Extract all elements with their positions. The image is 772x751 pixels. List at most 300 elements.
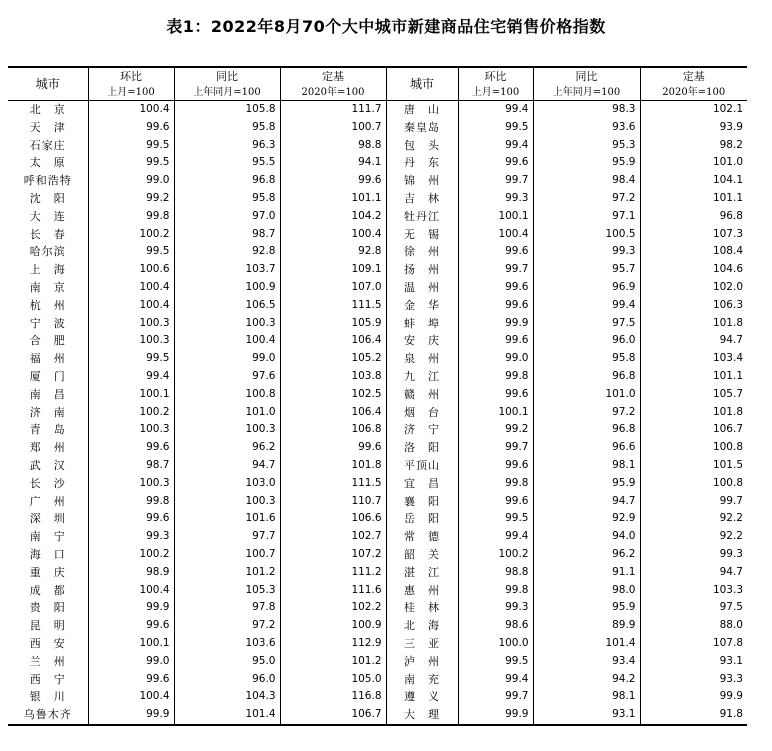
table-row [8,564,747,582]
cell-yoy-left: 97.0 [174,208,280,226]
header-mom-sub-left: 上月=100 [88,86,174,101]
cell-mom-left: 99.9 [88,599,174,617]
cell-yoy-right: 94.7 [533,493,640,511]
cell-yoy-left: 96.8 [174,172,280,190]
table-row [8,510,747,528]
cell-city-right: 丹 东 [386,154,458,172]
table-row [8,119,747,137]
cell-city-left: 沈 阳 [29,191,66,205]
cell-yoy-right: 97.5 [533,315,640,333]
cell-yoy-right: 96.8 [533,421,640,439]
cell-mom-right: 99.6 [458,279,533,297]
cell-yoy-left: 95.0 [174,653,280,671]
cell-yoy-right: 101.4 [533,635,640,653]
cell-mom-left: 100.6 [88,261,174,279]
header-fixed-right: 定基 [640,67,747,86]
cell-fixed-right: 96.8 [640,208,747,226]
table-row [8,332,747,350]
cell-yoy-right: 97.1 [533,208,640,226]
cell-fixed-left: 94.1 [280,154,386,172]
cell-yoy-right: 97.2 [533,404,640,422]
cell-mom-right: 99.6 [458,457,533,475]
cell-yoy-left: 100.9 [174,279,280,297]
cell-yoy-left: 103.7 [174,261,280,279]
cell-mom-right: 100.2 [458,546,533,564]
cell-mom-right: 99.7 [458,439,533,457]
cell-fixed-left: 109.1 [280,261,386,279]
cell-mom-left: 100.2 [88,546,174,564]
header-yoy-left: 同比 [174,67,280,86]
cell-mom-left: 99.6 [88,439,174,457]
cell-mom-left: 100.2 [88,404,174,422]
header-fixed-sub-left: 2020年=100 [280,86,386,101]
cell-mom-left: 100.1 [88,635,174,653]
table-row [8,457,747,475]
cell-city-right: 襄 阳 [386,493,458,511]
cell-city-right: 温 州 [386,279,458,297]
table-row [8,582,747,600]
cell-yoy-left: 97.2 [174,617,280,635]
cell-yoy-right: 97.2 [533,190,640,208]
cell-fixed-right: 107.8 [640,635,747,653]
cell-city-left: 深 圳 [29,512,66,526]
cell-city-right: 遵 义 [386,688,458,706]
cell-mom-left: 99.5 [88,243,174,261]
cell-mom-left: 99.6 [88,510,174,528]
cell-yoy-right: 98.4 [533,172,640,190]
table-row [8,404,747,422]
cell-yoy-right: 95.9 [533,154,640,172]
cell-fixed-left: 105.9 [280,315,386,333]
cell-yoy-right: 98.3 [533,101,640,119]
header-mom-right: 环比 [458,67,533,86]
cell-city-left: 贵 阳 [29,601,66,615]
cell-city-left: 长 春 [29,227,66,241]
cell-city-right: 湛 江 [386,564,458,582]
cell-city-right: 九 江 [386,368,458,386]
table-row [8,635,747,653]
cell-mom-right: 99.7 [458,688,533,706]
cell-mom-right: 99.5 [458,119,533,137]
table-row [8,172,747,190]
table-row [8,226,747,244]
cell-yoy-left: 103.6 [174,635,280,653]
cell-mom-right: 99.8 [458,368,533,386]
cell-fixed-left: 106.4 [280,404,386,422]
cell-fixed-left: 112.9 [280,635,386,653]
cell-yoy-right: 93.6 [533,119,640,137]
cell-city-left: 哈尔滨 [29,245,66,259]
cell-mom-right: 99.0 [458,350,533,368]
cell-city-left: 西 安 [29,636,66,650]
cell-mom-right: 99.2 [458,421,533,439]
cell-fixed-right: 93.9 [640,119,747,137]
cell-fixed-right: 103.3 [640,582,747,600]
header-fixed-left: 定基 [280,67,386,86]
cell-yoy-left: 95.8 [174,119,280,137]
table-row [8,386,747,404]
cell-fixed-left: 100.4 [280,226,386,244]
cell-yoy-right: 101.0 [533,386,640,404]
cell-yoy-left: 100.4 [174,332,280,350]
cell-fixed-left: 99.6 [280,172,386,190]
cell-mom-left: 100.4 [88,101,174,119]
table-row [8,421,747,439]
cell-fixed-left: 102.7 [280,528,386,546]
cell-city-left: 兰 州 [29,654,66,668]
cell-city-left: 福 州 [29,352,66,366]
cell-city-left: 天 津 [29,120,66,134]
cell-mom-right: 99.6 [458,154,533,172]
cell-yoy-left: 95.5 [174,154,280,172]
table-body [8,101,747,725]
table-row [8,475,747,493]
cell-fixed-right: 103.4 [640,350,747,368]
cell-fixed-left: 105.2 [280,350,386,368]
cell-yoy-right: 94.0 [533,528,640,546]
cell-city-left: 太 原 [29,156,66,170]
cell-mom-left: 100.3 [88,332,174,350]
table-row [8,546,747,564]
cell-yoy-left: 97.7 [174,528,280,546]
table-row [8,653,747,671]
cell-yoy-left: 96.2 [174,439,280,457]
table-row [8,528,747,546]
cell-mom-left: 99.5 [88,350,174,368]
cell-yoy-left: 97.8 [174,599,280,617]
cell-city-left: 宁 波 [29,316,66,330]
cell-mom-left: 99.9 [88,706,174,725]
cell-fixed-right: 99.7 [640,493,747,511]
header-city-right: 城市 [386,67,458,101]
table-row [8,350,747,368]
table-row [8,493,747,511]
table-title: 表1：2022年8月70个大中城市新建商品住宅销售价格指数 [166,17,606,36]
cell-fixed-left: 107.2 [280,546,386,564]
cell-mom-left: 100.1 [88,386,174,404]
cell-fixed-right: 104.1 [640,172,747,190]
cell-yoy-right: 96.8 [533,368,640,386]
cell-mom-right: 99.6 [458,297,533,315]
cell-city-left: 海 口 [29,547,66,561]
table-row [8,261,747,279]
cell-fixed-right: 97.5 [640,599,747,617]
cell-fixed-right: 99.9 [640,688,747,706]
cell-mom-right: 98.8 [458,564,533,582]
cell-yoy-right: 95.9 [533,475,640,493]
cell-mom-left: 99.4 [88,368,174,386]
cell-mom-right: 99.5 [458,653,533,671]
cell-mom-right: 99.9 [458,706,533,725]
cell-fixed-right: 88.0 [640,617,747,635]
cell-mom-right: 100.1 [458,208,533,226]
cell-mom-right: 99.3 [458,190,533,208]
cell-city-right: 包 头 [386,137,458,155]
cell-fixed-right: 108.4 [640,243,747,261]
table-row [8,439,747,457]
table-row [8,154,747,172]
header-yoy-right: 同比 [533,67,640,86]
cell-city-left: 成 都 [29,583,66,597]
cell-mom-right: 99.6 [458,386,533,404]
cell-fixed-left: 104.2 [280,208,386,226]
cell-city-right: 吉 林 [386,190,458,208]
cell-city-left: 银 川 [29,690,66,704]
cell-fixed-left: 116.8 [280,688,386,706]
cell-fixed-right: 104.6 [640,261,747,279]
cell-city-left: 合 肥 [29,334,66,348]
cell-yoy-right: 93.4 [533,653,640,671]
cell-fixed-right: 92.2 [640,510,747,528]
cell-mom-left: 98.9 [88,564,174,582]
cell-fixed-left: 102.2 [280,599,386,617]
cell-mom-right: 99.8 [458,582,533,600]
cell-city-right: 泉 州 [386,350,458,368]
cell-city-right: 秦皇岛 [386,119,458,137]
cell-fixed-right: 106.7 [640,421,747,439]
cell-city-left: 南 宁 [29,530,66,544]
cell-yoy-left: 96.0 [174,671,280,689]
cell-city-right: 南 充 [386,671,458,689]
cell-yoy-left: 100.3 [174,493,280,511]
cell-city-left: 广 州 [29,494,66,508]
cell-fixed-right: 101.5 [640,457,747,475]
cell-fixed-right: 101.1 [640,368,747,386]
cell-fixed-right: 101.8 [640,315,747,333]
table-row [8,671,747,689]
cell-city-right: 韶 关 [386,546,458,564]
cell-mom-right: 99.4 [458,101,533,119]
cell-fixed-left: 98.8 [280,137,386,155]
cell-mom-left: 100.4 [88,582,174,600]
cell-city-left: 青 岛 [29,423,66,437]
cell-fixed-right: 106.3 [640,297,747,315]
cell-mom-right: 99.6 [458,243,533,261]
cell-mom-left: 99.6 [88,671,174,689]
cell-mom-left: 99.3 [88,528,174,546]
cell-yoy-right: 94.2 [533,671,640,689]
cell-city-right: 平顶山 [386,457,458,475]
cell-mom-left: 99.5 [88,137,174,155]
cell-mom-right: 99.6 [458,332,533,350]
cell-city-right: 无 锡 [386,226,458,244]
cell-city-right: 锦 州 [386,172,458,190]
cell-city-left: 郑 州 [29,441,66,455]
table-row [8,368,747,386]
table-row [8,599,747,617]
cell-yoy-right: 96.9 [533,279,640,297]
cell-fixed-left: 111.2 [280,564,386,582]
cell-yoy-right: 96.6 [533,439,640,457]
cell-city-left: 石家庄 [29,138,66,152]
table-row [8,617,747,635]
cell-city-right: 常 德 [386,528,458,546]
cell-yoy-right: 92.9 [533,510,640,528]
cell-city-left: 杭 州 [29,298,66,312]
cell-yoy-left: 99.0 [174,350,280,368]
cell-city-left: 济 南 [29,405,66,419]
cell-fixed-right: 101.0 [640,154,747,172]
table-row [8,279,747,297]
cell-yoy-left: 92.8 [174,243,280,261]
cell-fixed-right: 93.3 [640,671,747,689]
table-row [8,137,747,155]
table-row [8,190,747,208]
table-row [8,243,747,261]
cell-city-right: 北 海 [386,617,458,635]
cell-yoy-right: 89.9 [533,617,640,635]
table-row [8,101,747,119]
table-row [8,297,747,315]
header-fixed-sub-right: 2020年=100 [640,86,747,101]
table-row [8,688,747,706]
cell-city-right: 徐 州 [386,243,458,261]
cell-fixed-left: 100.7 [280,119,386,137]
cell-fixed-left: 92.8 [280,243,386,261]
cell-city-right: 牡丹江 [386,208,458,226]
cell-mom-left: 99.6 [88,617,174,635]
cell-mom-right: 100.0 [458,635,533,653]
header-mom-left: 环比 [88,67,174,86]
cell-yoy-left: 101.2 [174,564,280,582]
cell-mom-right: 99.5 [458,510,533,528]
cell-mom-left: 100.3 [88,475,174,493]
cell-fixed-left: 110.7 [280,493,386,511]
cell-city-right: 桂 林 [386,599,458,617]
cell-mom-left: 100.3 [88,421,174,439]
cell-yoy-left: 94.7 [174,457,280,475]
cell-mom-left: 99.2 [88,190,174,208]
cell-city-left: 北 京 [29,103,66,116]
cell-mom-left: 99.5 [88,154,174,172]
cell-mom-right: 100.1 [458,404,533,422]
cell-yoy-left: 105.3 [174,582,280,600]
cell-fixed-right: 100.8 [640,439,747,457]
cell-yoy-left: 101.6 [174,510,280,528]
cell-fixed-left: 105.0 [280,671,386,689]
cell-mom-left: 100.4 [88,688,174,706]
cell-yoy-right: 95.7 [533,261,640,279]
cell-mom-left: 99.0 [88,653,174,671]
cell-mom-left: 99.0 [88,172,174,190]
cell-yoy-right: 99.4 [533,297,640,315]
cell-city-right: 宜 昌 [386,475,458,493]
cell-mom-left: 99.6 [88,119,174,137]
cell-mom-left: 99.8 [88,208,174,226]
cell-fixed-right: 101.8 [640,404,747,422]
cell-fixed-right: 94.7 [640,564,747,582]
cell-fixed-right: 107.3 [640,226,747,244]
cell-mom-right: 99.4 [458,528,533,546]
cell-yoy-right: 95.8 [533,350,640,368]
cell-fixed-right: 102.0 [640,279,747,297]
cell-yoy-left: 105.8 [174,101,280,119]
cell-fixed-left: 111.7 [280,101,386,119]
price-index-table [8,66,747,726]
cell-fixed-left: 103.8 [280,368,386,386]
cell-mom-right: 99.8 [458,475,533,493]
cell-yoy-right: 98.1 [533,457,640,475]
cell-mom-left: 100.2 [88,226,174,244]
cell-mom-left: 100.4 [88,297,174,315]
cell-yoy-right: 95.3 [533,137,640,155]
table-row [8,208,747,226]
cell-city-left: 南 昌 [29,387,66,401]
cell-fixed-left: 101.8 [280,457,386,475]
cell-yoy-left: 100.3 [174,421,280,439]
cell-fixed-right: 102.1 [640,101,747,119]
cell-fixed-right: 100.8 [640,475,747,493]
cell-city-right: 赣 州 [386,386,458,404]
header-yoy-sub-right: 上年同月=100 [533,86,640,101]
cell-city-left: 西 宁 [29,672,66,686]
cell-mom-left: 100.3 [88,315,174,333]
cell-fixed-right: 105.7 [640,386,747,404]
cell-fixed-right: 94.7 [640,332,747,350]
cell-city-right: 三 亚 [386,635,458,653]
cell-yoy-right: 91.1 [533,564,640,582]
cell-yoy-right: 96.2 [533,546,640,564]
cell-fixed-right: 99.3 [640,546,747,564]
cell-city-left: 长 沙 [29,476,66,490]
cell-city-left: 大 连 [29,209,66,223]
cell-city-right: 安 庆 [386,332,458,350]
cell-fixed-right: 91.8 [640,706,747,725]
cell-city-right: 洛 阳 [386,439,458,457]
cell-fixed-left: 106.6 [280,510,386,528]
cell-yoy-left: 97.6 [174,368,280,386]
cell-fixed-left: 106.7 [280,706,386,725]
cell-yoy-left: 100.3 [174,315,280,333]
table-row [8,706,747,725]
cell-yoy-left: 103.0 [174,475,280,493]
cell-fixed-left: 99.6 [280,439,386,457]
cell-city-left: 南 京 [29,280,66,294]
cell-city-right: 济 宁 [386,421,458,439]
cell-fixed-left: 111.6 [280,582,386,600]
cell-mom-right: 100.4 [458,226,533,244]
cell-fixed-right: 98.2 [640,137,747,155]
cell-fixed-left: 102.5 [280,386,386,404]
cell-yoy-right: 98.0 [533,582,640,600]
cell-yoy-right: 98.1 [533,688,640,706]
cell-yoy-left: 104.3 [174,688,280,706]
cell-yoy-left: 101.0 [174,404,280,422]
cell-mom-right: 99.7 [458,261,533,279]
cell-yoy-left: 96.3 [174,137,280,155]
cell-yoy-left: 98.7 [174,226,280,244]
cell-yoy-right: 96.0 [533,332,640,350]
cell-fixed-right: 92.2 [640,528,747,546]
cell-city-left: 重 庆 [29,565,66,579]
cell-yoy-left: 95.8 [174,190,280,208]
cell-fixed-left: 107.0 [280,279,386,297]
cell-city-right: 惠 州 [386,582,458,600]
cell-yoy-left: 100.8 [174,386,280,404]
cell-fixed-left: 101.2 [280,653,386,671]
cell-mom-right: 99.4 [458,671,533,689]
cell-yoy-right: 95.9 [533,599,640,617]
cell-fixed-left: 100.9 [280,617,386,635]
cell-yoy-left: 106.5 [174,297,280,315]
cell-fixed-right: 101.1 [640,190,747,208]
cell-fixed-right: 93.1 [640,653,747,671]
cell-city-right: 蚌 埠 [386,315,458,333]
cell-city-right: 岳 阳 [386,510,458,528]
cell-yoy-right: 93.1 [533,706,640,725]
header-mom-sub-right: 上月=100 [458,86,533,101]
cell-mom-left: 100.4 [88,279,174,297]
